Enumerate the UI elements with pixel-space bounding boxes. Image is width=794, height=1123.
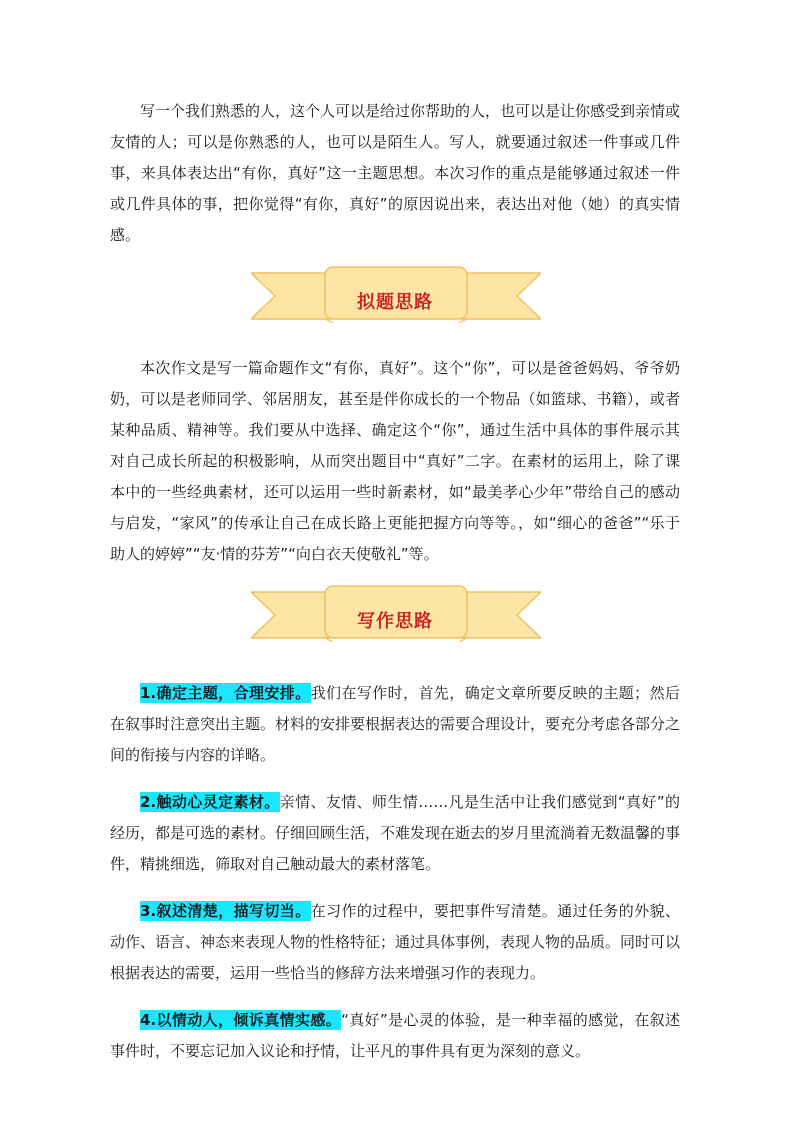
section-title-writing: 写作思路 (357, 611, 433, 632)
tip-heading-2: 2.触动心灵定素材。 (140, 793, 280, 811)
tip-text-1: 我们在写作时，首先，确定文章所要反映的主题；然后在叙事时注意突出主题。材料的安排要根据表达的需要合理设计，要充分考虑各部分之间的衔接与内容的详略。 (110, 684, 681, 764)
document-page (110, 96, 680, 1067)
tip-text-3: 在习作的过程中，要把事件写清楚。通过任务的外貌、动作、语言、神态来表现人物的性格特征；通过具体事例，表现人物的品质。同时可以根据表达的需要，运用一些恰当的修辞方法来增强习作的表现力。 (110, 902, 681, 982)
writing-tip-2 (110, 787, 680, 880)
writing-tip-3 (110, 896, 680, 989)
intro-paragraph: 写一个我们熟悉的人，这个人可以是给过你帮助的人，也可以是让你感受到亲情或友情的人；可以是你熟悉的人，也可以是陌生人。写人，就要通过叙述一件事或几件事，来具体表达出“有你，真好”这一主题思想。本次习作的重点是能够通过叙述一件或几件具体的事，把你觉得“有你，真好”的原因说出来，表达出对他（她）的真实情感。 (110, 102, 681, 244)
writing-tip-1 (110, 678, 680, 771)
section-banner-brainstorm (110, 265, 680, 353)
tip-heading-3: 3.叙述清楚，描写切当。 (140, 902, 311, 920)
tip-heading-4: 4.以情动人，倾诉真情实感。 (140, 1011, 342, 1029)
section-banner-writing (110, 584, 680, 672)
tip-text-2: 亲情、友情、师生情……凡是生活中让我们感觉到“真好”的经历，都是可选的素材。仔细回顾生活，不难发现在逝去的岁月里流淌着无数温馨的事件，精挑细选，筛取对自己触动最大的素材落笔。 (110, 793, 681, 873)
writing-tip-4 (110, 1005, 680, 1067)
tip-text-4: “真好”是心灵的体验，是一种幸福的感觉，在叙述事件时，不要忘记加入议论和抒情，让平凡的事件具有更为深刻的意义。 (110, 1011, 681, 1060)
tip-heading-1: 1.确定主题，合理安排。 (140, 684, 311, 702)
section-title-brainstorm: 拟题思路 (357, 292, 433, 313)
brainstorm-paragraph: 本次作文是写一篇命题作文“有你，真好”。这个“你”，可以是爸爸妈妈、爷爷奶奶，可以是老师同学、邻居朋友，甚至是伴你成长的一个物品（如篮球、书籍），或者某种品质、精神等。我们要从中选择、确定这个“你”，通过生活中具体的事件展示其对自己成长所起的积极影响，从而突出题目中“真好”二字。在素材的运用上，除了课本中的一些经典素材，还可以运用一些时新素材，如“最美孝心少年”带给自己的感动与启发，“家风”的传承让自己在成长路上更能把握方向等等。，如“细心的爸爸”“乐于助人的婷婷”“友·情的芬芳”“向白衣天使敬礼”等。 (110, 359, 680, 563)
